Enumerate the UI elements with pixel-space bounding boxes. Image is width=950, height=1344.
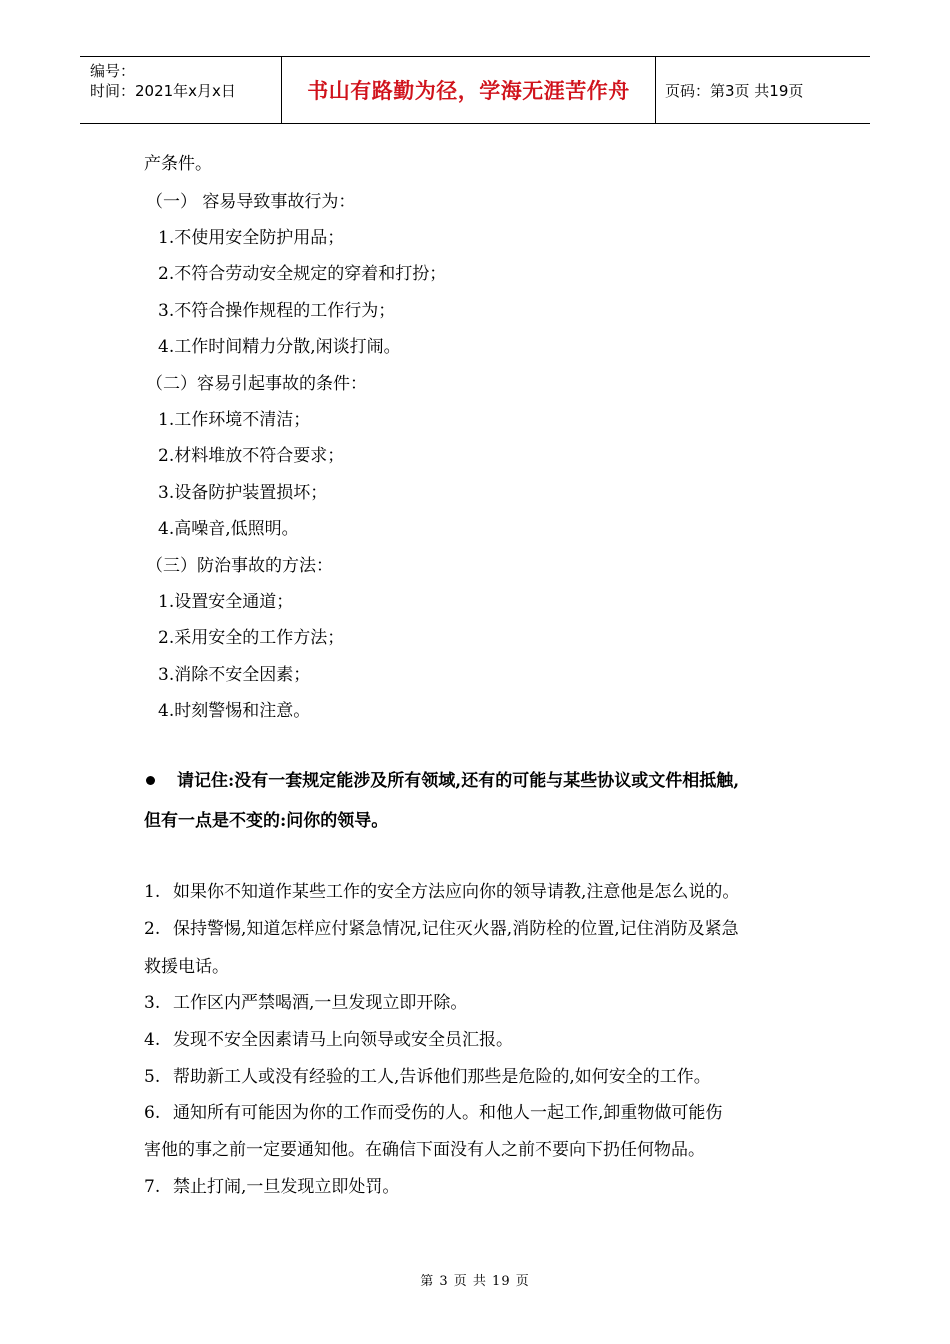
rule-number: 1.	[144, 882, 161, 902]
rule-text: 保持警惕,知道怎样应付紧急情况,记住灭火器,消防栓的位置,记住消防及紧急	[173, 919, 739, 939]
section3-item: 1.设置安全通道；	[158, 592, 294, 612]
page-footer: 第 3 页 共 19 页	[420, 1274, 530, 1289]
rule-text: 救援电话。	[144, 957, 229, 977]
rule-number: 5.	[144, 1067, 161, 1087]
section2-title: （二）容易引起事故的条件：	[146, 374, 367, 394]
section3-title: （三）防治事故的方法：	[146, 556, 333, 576]
section1-item: 1.不使用安全防护用品；	[158, 228, 345, 248]
rule-text: 如果你不知道作某些工作的安全方法应向你的领导请教,注意他是怎么说的。	[173, 882, 740, 902]
document-header	[80, 56, 870, 124]
section2-item: 3.设备防护装置损坏；	[158, 483, 328, 503]
rule-text: 禁止打闹,一旦发现立即处罚。	[173, 1177, 400, 1197]
header-page-info: 页码：第3页 共19页	[665, 81, 804, 100]
continuation-text: 产条件。	[144, 154, 212, 174]
rule-number: 4.	[144, 1030, 161, 1050]
section2-item: 2.材料堆放不符合要求；	[158, 446, 345, 466]
rule-number: 6.	[144, 1103, 161, 1123]
rule-number: 7.	[144, 1177, 161, 1197]
rule-number: 3.	[144, 993, 161, 1013]
header-motto: 书山有路勤为径，学海无涯苦作舟	[282, 57, 656, 123]
section3-item: 3.消除不安全因素；	[158, 665, 311, 685]
note-line: 但有一点是不变的:问你的领导。	[144, 811, 389, 831]
number-label: 编号：	[90, 62, 136, 80]
rule-text: 通知所有可能因为你的工作而受伤的人。和他人一起工作,卸重物做可能伤	[173, 1103, 723, 1123]
time-label: 时间：2021年x月x日	[90, 82, 236, 100]
section2-item: 1.工作环境不清洁；	[158, 410, 311, 430]
section3-item: 4.时刻警惕和注意。	[158, 701, 311, 721]
section1-title: （一） 容易导致事故行为：	[146, 192, 356, 212]
section1-item: 3.不符合操作规程的工作行为；	[158, 301, 396, 321]
note-line: 请记住:没有一套规定能涉及所有领域,还有的可能与某些协议或文件相抵触,	[177, 771, 740, 791]
section3-item: 2.采用安全的工作方法；	[158, 628, 345, 648]
section1-item: 2.不符合劳动安全规定的穿着和打扮；	[158, 264, 447, 284]
section1-item: 4.工作时间精力分散,闲谈打闹。	[158, 337, 401, 357]
bullet-dot-icon	[146, 776, 155, 785]
header-meta-cell	[80, 57, 282, 123]
rule-text: 帮助新工人或没有经验的工人,告诉他们那些是危险的,如何安全的工作。	[173, 1067, 711, 1087]
rule-text: 工作区内严禁喝酒,一旦发现立即开除。	[173, 993, 468, 1013]
section2-item: 4.高噪音,低照明。	[158, 519, 299, 539]
rule-text: 害他的事之前一定要通知他。在确信下面没有人之前不要向下扔任何物品。	[144, 1140, 705, 1160]
rule-number: 2.	[144, 919, 161, 939]
rule-text: 发现不安全因素请马上向领导或安全员汇报。	[173, 1030, 513, 1050]
